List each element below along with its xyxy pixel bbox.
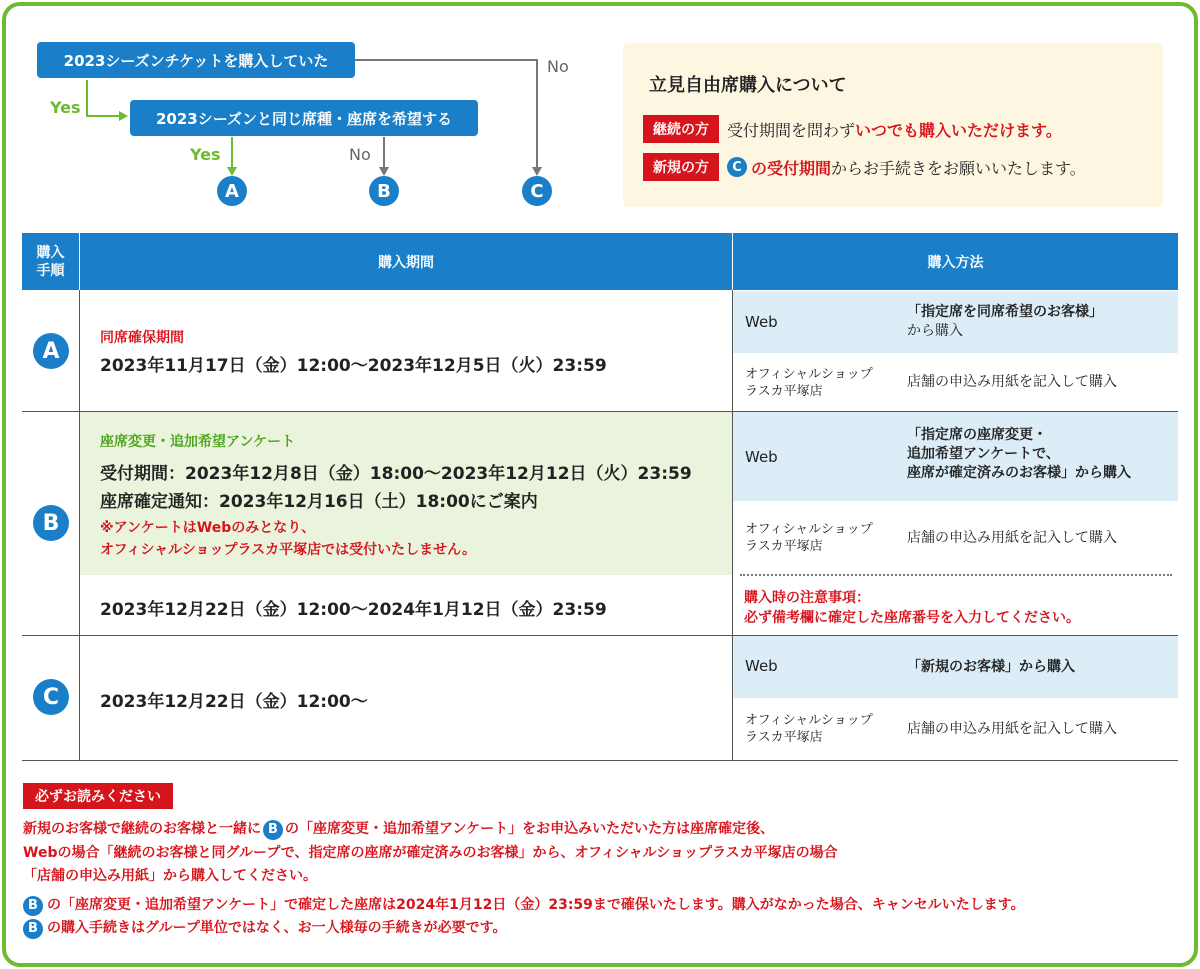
row-a-sub: 同席確保期間 <box>100 330 184 346</box>
shop-label-2: ラスカ平塚店 <box>745 384 823 399</box>
note-line-5 <box>23 917 506 939</box>
caution-divider <box>740 574 1172 576</box>
note-line-5-text: の購入手続きはグループ単位ではなく、お一人様毎の手続きが必要です。 <box>47 920 507 936</box>
flow-outcome-b: B <box>369 176 399 206</box>
row-a-web <box>733 291 1178 353</box>
info-row2-text: からお手続きをお願いいたします。 <box>831 158 1086 178</box>
shop-desc: 店舗の申込み用紙を記入して購入 <box>907 721 1117 737</box>
row-b-line1: 受付期間：2023年12月8日（金）18:00～2023年12月12日（火）23:59 <box>100 464 692 484</box>
flow-question-2: 2023シーズンと同じ席種・座席を希望する <box>130 100 478 136</box>
row-c-web <box>733 636 1178 698</box>
row-b-web-desc-2: 追加希望アンケートで、 <box>907 446 1060 462</box>
flow-outcome-c: C <box>522 176 552 206</box>
row-a-web-desc-2: から購入 <box>907 323 963 339</box>
shop-desc: 店舗の申込み用紙を記入して購入 <box>907 374 1117 390</box>
note-line-4-circle: B <box>23 896 43 916</box>
standing-seat-info-box <box>623 43 1163 207</box>
notes-label: 必ずお読みください <box>23 783 173 809</box>
tag-continuing: 継続の方 <box>643 115 719 143</box>
note-line-1-pre: 新規のお客様で継続のお客様と一緒に <box>23 821 261 837</box>
note-line-1 <box>23 818 774 840</box>
note-line-1-circle: B <box>263 820 283 840</box>
row-c-web-desc-1: 「新規のお客様」から購入 <box>907 659 1075 675</box>
row-b-web <box>733 412 1178 501</box>
flow-no-label-2: No <box>349 145 371 164</box>
row-circle-a: A <box>33 333 69 369</box>
row-a-period: 2023年11月17日（金）12:00～2023年12月5日（火）23:59 <box>100 356 607 376</box>
header-step: 購入 手順 <box>22 233 79 290</box>
row-c-shop <box>733 699 1178 760</box>
note-line-2: Webの場合「継続のお客様と同グループで、指定席の座席が確定済みのお客様」から、オフィシャルショップラスカ平塚店の場合 <box>23 845 838 861</box>
purchase-table <box>22 233 1178 761</box>
row-b-note1: ※アンケートはWebのみとなり、 <box>100 520 316 536</box>
row-circle-c: C <box>33 679 69 715</box>
web-label: Web <box>745 657 778 675</box>
note-line-4 <box>23 894 1025 916</box>
info-row2-red: の受付期間 <box>751 158 832 178</box>
flow-question-1: 2023シーズンチケットを購入していた <box>37 42 355 78</box>
web-label: Web <box>745 448 778 466</box>
tag-new: 新規の方 <box>643 153 719 181</box>
row-b-note2: オフィシャルショップラスカ平塚店では受付いたしません。 <box>100 542 476 558</box>
row-b-caution-2: 必ず備考欄に確定した座席番号を入力してください。 <box>744 610 1080 626</box>
row-b-shop <box>733 501 1178 573</box>
flow-yes-label-1: Yes <box>50 98 81 117</box>
row-b-web-desc <box>907 426 1131 483</box>
info-row1-red: いつでも購入いただけます。 <box>855 120 1062 140</box>
row-a-web-desc-1: 「指定席を同席希望のお客様」 <box>907 304 1103 320</box>
row-b-web-desc-3: 座席が確定済みのお客様」から購入 <box>907 465 1131 481</box>
shop-label-1: オフィシャルショップ <box>745 367 873 382</box>
info-circle-c: C <box>727 157 747 177</box>
row-b-web-desc-1: 「指定席の座席変更・ <box>907 427 1047 443</box>
info-title: 立見自由席購入について <box>649 75 847 96</box>
row-circle-b: B <box>33 505 69 541</box>
shop-label <box>745 521 873 555</box>
row-b-sub: 座席変更・追加希望アンケート <box>100 434 296 450</box>
row-a-shop <box>733 354 1178 411</box>
row-b-line2: 座席確定通知：2023年12月16日（土）18:00にご案内 <box>100 492 538 512</box>
header-period: 購入期間 <box>80 233 732 290</box>
info-row-continuing <box>643 115 1062 143</box>
flow-yes-label-2: Yes <box>190 145 221 164</box>
shop-desc: 店舗の申込み用紙を記入して購入 <box>907 530 1117 546</box>
row-c-period: 2023年12月22日（金）12:00～ <box>100 692 368 712</box>
note-line-5-circle: B <box>23 919 43 939</box>
shop-label-2: ラスカ平塚店 <box>745 539 823 554</box>
row-c-web-desc <box>907 658 1075 677</box>
row-b-caution-1: 購入時の注意事項： <box>744 590 870 606</box>
note-line-4-text: の「座席変更・追加希望アンケート」で確定した座席は2024年1月12日（金）23:59まで確保いたします。購入がなかった場合、キャンセルいたします。 <box>47 897 1025 913</box>
flow-outcome-a: A <box>217 176 247 206</box>
header-method: 購入方法 <box>733 233 1178 290</box>
row-b-period2: 2023年12月22日（金）12:00～2024年1月12日（金）23:59 <box>100 600 607 620</box>
note-line-1-post: の「座席変更・追加希望アンケート」をお申込みいただいた方は座席確定後、 <box>285 821 775 837</box>
shop-label <box>745 712 873 746</box>
info-row-new <box>643 153 1086 181</box>
note-line-3: 「店舗の申込み用紙」から購入してください。 <box>23 868 317 884</box>
info-row1-text: 受付期間を問わず <box>727 120 856 140</box>
shop-label-1: オフィシャルショップ <box>745 522 873 537</box>
shop-label-2: ラスカ平塚店 <box>745 730 823 745</box>
web-label: Web <box>745 313 778 331</box>
row-a-web-desc <box>907 303 1103 341</box>
shop-label <box>745 366 873 400</box>
flow-no-label-1: No <box>547 57 569 76</box>
shop-label-1: オフィシャルショップ <box>745 713 873 728</box>
